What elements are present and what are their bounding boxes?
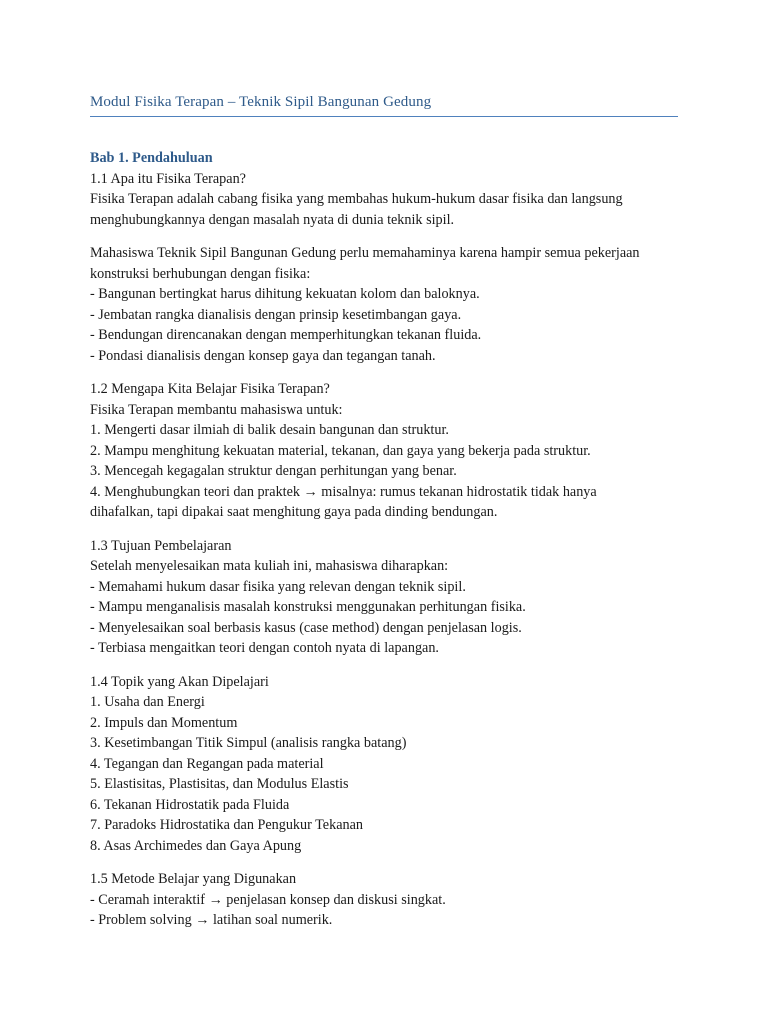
- page-header: [90, 92, 678, 117]
- list-item: - Mampu menganalisis masalah konstruksi menggunakan perhitungan fisika.: [90, 599, 526, 615]
- list-item: 4. Menghubungkan teori dan praktek → misalnya: rumus tekanan hidrostatik tidak hanya: [90, 483, 597, 500]
- section-heading: 1.4 Topik yang Akan Dipelajari: [90, 673, 269, 690]
- paragraph-line: menghubungkannya dengan masalah nyata di dunia teknik sipil.: [90, 211, 455, 228]
- list-item: - Memahami hukum dasar fisika yang relevan dengan teknik sipil.: [90, 578, 466, 595]
- topic-item: 3. Kesetimbangan Titik Simpul (analisis rangka batang): [90, 735, 407, 751]
- document-body: [90, 148, 690, 931]
- topic-item: 2. Impuls dan Momentum: [90, 714, 238, 731]
- section-heading: 1.1 Apa itu Fisika Terapan?: [90, 170, 246, 187]
- section-heading: 1.5 Metode Belajar yang Digunakan: [90, 871, 297, 887]
- list-item: - Bangunan bertingkat harus dihitung kekuatan kolom dan baloknya.: [90, 286, 480, 302]
- list-item: - Terbiasa mengaitkan teori dengan contoh nyata di lapangan.: [90, 640, 439, 656]
- list-item: - Menyelesaikan soal berbasis kasus (case method) dengan penjelasan logis.: [90, 619, 522, 636]
- chapter-title: Bab 1. Pendahuluan: [90, 150, 213, 166]
- section-1-1: [90, 169, 690, 231]
- topic-item: 8. Asas Archimedes dan Gaya Apung: [90, 837, 302, 854]
- section-1-2: [90, 379, 690, 523]
- list-item: - Ceramah interaktif → penjelasan konsep dan diskusi singkat.: [90, 891, 446, 908]
- topic-item: 5. Elastisitas, Plastisitas, dan Modulus Elastis: [90, 776, 349, 792]
- section-1-1-continued: [90, 243, 690, 366]
- paragraph-line: Fisika Terapan adalah cabang fisika yang membahas hukum-hukum dasar fisika dan langsung: [90, 191, 623, 207]
- list-item: 2. Mampu menghitung kekuatan material, tekanan, dan gaya yang bekerja pada struktur.: [90, 442, 591, 459]
- section-heading: 1.3 Tujuan Pembelajaran: [90, 537, 232, 554]
- header-title: Modul Fisika Terapan – Teknik Sipil Bangunan Gedung: [90, 94, 432, 110]
- section-1-3: [90, 536, 690, 659]
- list-item: - Problem solving → latihan soal numerik.: [90, 912, 333, 928]
- paragraph-line: Fisika Terapan membantu mahasiswa untuk:: [90, 401, 343, 418]
- list-item: 3. Mencegah kegagalan struktur dengan perhitungan yang benar.: [90, 463, 457, 479]
- topic-item: 1. Usaha dan Energi: [90, 694, 205, 710]
- list-item: - Bendungan direncanakan dengan memperhitungkan tekanan fluida.: [90, 327, 482, 343]
- list-item: - Pondasi dianalisis dengan konsep gaya dan tegangan tanah.: [90, 347, 436, 364]
- section-1-4: [90, 672, 690, 857]
- paragraph-line: Setelah menyelesaikan mata kuliah ini, mahasiswa diharapkan:: [90, 558, 449, 574]
- topic-item: 7. Paradoks Hidrostatika dan Pengukur Tekanan: [90, 817, 363, 833]
- paragraph-line: Mahasiswa Teknik Sipil Bangunan Gedung perlu memahaminya karena hampir semua pekerjaan: [90, 245, 640, 261]
- topic-item: 4. Tegangan dan Regangan pada material: [90, 755, 324, 772]
- section-1-5: [90, 869, 690, 931]
- paragraph-line: konstruksi berhubungan dengan fisika:: [90, 265, 311, 282]
- list-item: - Jembatan rangka dianalisis dengan prinsip kesetimbangan gaya.: [90, 306, 462, 323]
- topic-item: 6. Tekanan Hidrostatik pada Fluida: [90, 796, 290, 813]
- list-item-continuation: dihafalkan, tapi dipakai saat menghitung gaya pada dinding bendungan.: [90, 504, 498, 520]
- list-item: 1. Mengerti dasar ilmiah di balik desain bangunan dan struktur.: [90, 422, 449, 438]
- section-heading: 1.2 Mengapa Kita Belajar Fisika Terapan?: [90, 381, 330, 397]
